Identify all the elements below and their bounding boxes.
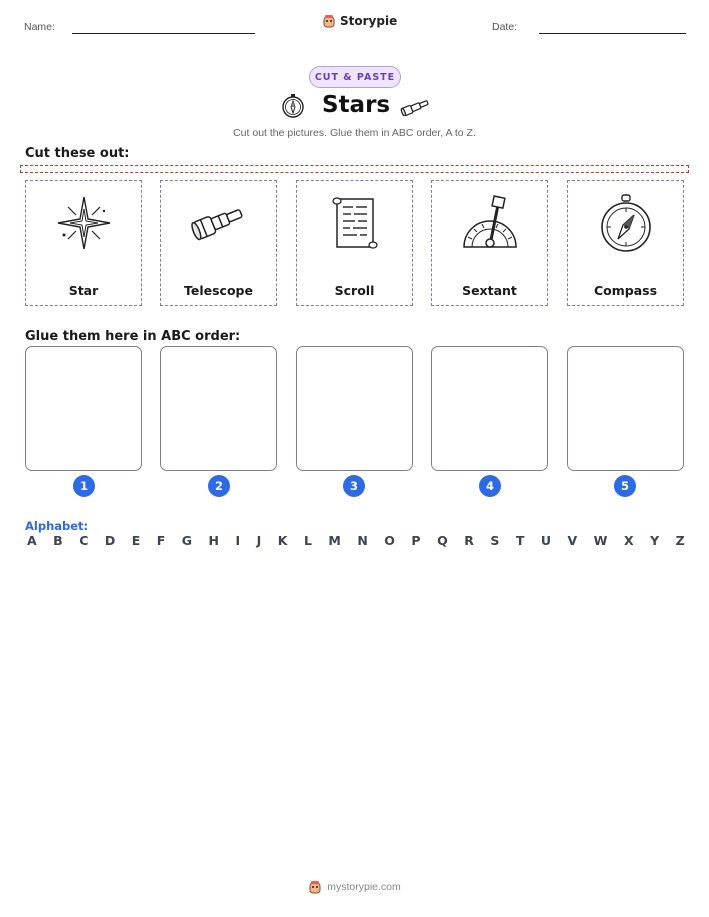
alphabet-letter: S: [490, 533, 500, 548]
compass-icon: [596, 193, 656, 253]
alphabet-letter: I: [235, 533, 241, 548]
alphabet-letter: E: [131, 533, 141, 548]
name-line[interactable]: [72, 33, 255, 34]
cut-card-compass[interactable]: [567, 180, 684, 306]
footer-url[interactable]: mystorypie.com: [327, 881, 401, 893]
compass-icon: [280, 93, 306, 119]
order-number-4: 4: [479, 475, 501, 497]
alphabet-letter: D: [104, 533, 116, 548]
star-icon: [54, 193, 114, 253]
page-title: Stars: [322, 92, 391, 118]
glue-box-4[interactable]: [431, 346, 548, 471]
card-label-scroll: Scroll: [334, 283, 375, 298]
order-number-5: 5: [614, 475, 636, 497]
alphabet-letter: Y: [650, 533, 660, 548]
cut-heading: Cut these out:: [25, 146, 130, 161]
order-number-2: 2: [208, 475, 230, 497]
brand-name: Storypie: [340, 14, 398, 28]
alphabet-letter: M: [328, 533, 341, 548]
alphabet-letter: W: [593, 533, 608, 548]
alphabet-letter: P: [411, 533, 421, 548]
scroll-icon: [325, 193, 385, 253]
glue-box-5[interactable]: [567, 346, 684, 471]
alphabet-letter: V: [567, 533, 578, 548]
glue-box-3[interactable]: [296, 346, 413, 471]
alphabet-letter: U: [540, 533, 551, 548]
sextant-icon: [460, 193, 520, 253]
glue-box-2[interactable]: [160, 346, 277, 471]
footer: [0, 880, 709, 894]
alphabet-letter: J: [256, 533, 262, 548]
alphabet-row: [27, 533, 685, 548]
order-number-1: 1: [73, 475, 95, 497]
alphabet-letter: C: [79, 533, 89, 548]
glue-box-1[interactable]: [25, 346, 142, 471]
cut-card-sextant[interactable]: [431, 180, 548, 306]
cut-card-star[interactable]: [25, 180, 142, 306]
alphabet-letter: Z: [675, 533, 685, 548]
alphabet-letter: F: [156, 533, 166, 548]
card-label-compass: Compass: [593, 283, 658, 298]
cut-paste-badge: CUT & PASTE: [309, 66, 401, 88]
alphabet-letter: G: [181, 533, 193, 548]
alphabet-letter: R: [464, 533, 474, 548]
alphabet-letter: H: [208, 533, 220, 548]
alphabet-letter: X: [623, 533, 634, 548]
telescope-icon: [399, 96, 433, 116]
date-label: Date:: [492, 21, 518, 33]
card-label-telescope: Telescope: [184, 283, 253, 298]
alphabet-letter: K: [277, 533, 288, 548]
card-label-sextant: Sextant: [462, 283, 517, 298]
cut-card-scroll[interactable]: [296, 180, 413, 306]
alphabet-letter: N: [357, 533, 368, 548]
date-line[interactable]: [539, 33, 686, 34]
alphabet-letter: Q: [437, 533, 448, 548]
storypie-mascot-icon: [322, 14, 336, 28]
alphabet-letter: A: [27, 533, 37, 548]
glue-heading: Glue them here in ABC order:: [25, 329, 241, 344]
brand-logo: [322, 14, 397, 28]
storypie-mascot-icon: [308, 880, 322, 894]
card-label-star: Star: [68, 283, 99, 298]
alphabet-letter: O: [384, 533, 395, 548]
cut-card-telescope[interactable]: [160, 180, 277, 306]
alphabet-letter: T: [515, 533, 525, 548]
order-number-3: 3: [343, 475, 365, 497]
telescope-icon: [189, 193, 249, 253]
name-label: Name:: [24, 21, 55, 33]
alphabet-letter: L: [303, 533, 312, 548]
cut-line: [20, 165, 689, 173]
alphabet-letter: B: [53, 533, 63, 548]
alphabet-heading: Alphabet:: [25, 519, 89, 533]
instructions: Cut out the pictures. Glue them in ABC order, A to Z.: [233, 127, 476, 139]
